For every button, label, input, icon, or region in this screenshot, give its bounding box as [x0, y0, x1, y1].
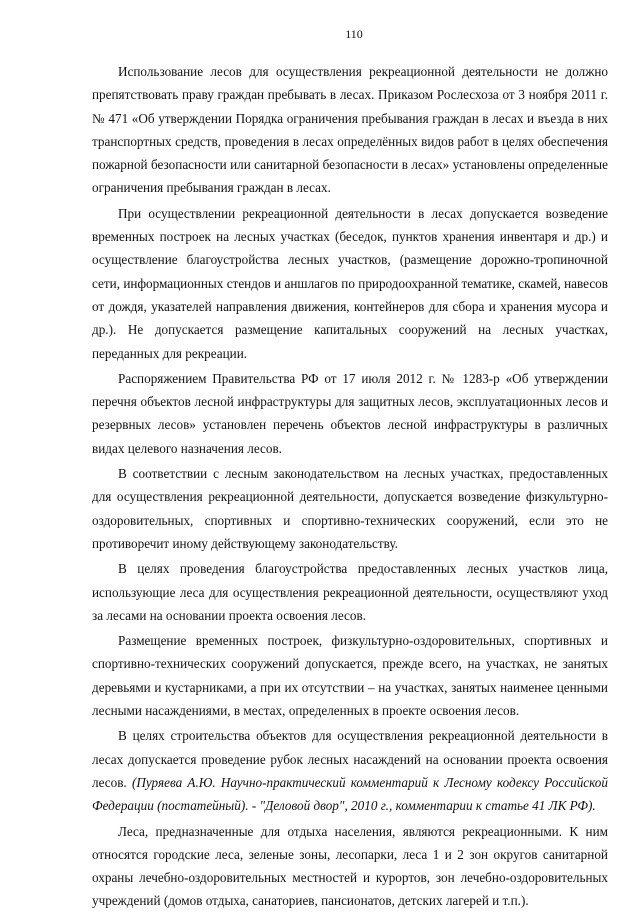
paragraph-8: Леса, предназначенные для отдыха населения, являются рекреационными. К ним относятся городские леса, зеленые зоны, лесопарки, леса 1 и 2 зон округов санитарной охраны лечебно-оздоровительных местностей и курортов, зон лечебно-оздоровительных учреждений (домов отдыха, санаториев, пансионатов, детских лагерей и т.п.).	[92, 823, 608, 909]
paragraph-3: Распоряжением Правительства РФ от 17 июля 2012 г. № 1283-р «Об утверждении перечня объектов лесной инфраструктуры для защитных лесов, эксплуатационных лесов и резервных лесов» установлен перечень объектов лесной инфраструктуры в различных видах целевого назначения лесов.	[92, 370, 608, 456]
paragraph-1: Использование лесов для осуществления рекреационной деятельности не должно препятствовать праву граждан пребывать в лесах. Приказом Рослесхоза от 3 ноября 2011 г. № 471 «Об утверждении Порядка ограничения пребывания граждан в лесах и въезда в них транспортных средств, проведения в лесах определённых видов работ в целях обеспечения пожарной безопасности или санитарной безопасности в лесах» установлены определенные ограничения пребывания граждан в лесах.	[92, 64, 608, 196]
paragraph-7	[92, 724, 608, 817]
paragraph-4: В соответствии с лесным законодательством на лесных участках, предоставленных для осуществления рекреационной деятельности, допускается возведение физкультурно-оздоровительных, спортивных и спортивно-технических сооружений, если это не противоречит иному действующему законодательству.	[92, 466, 608, 551]
page-number: 110	[345, 27, 363, 41]
paragraph-7-citation: (Пуряева А.Ю. Научно-практический комментарий к Лесному кодексу Российской Федерации (постатейный). - "Деловой двор", 2010 г., комментарии к статье 41 ЛК РФ).	[92, 774, 608, 814]
paragraph-5: В целях проведения благоустройства предоставленных лесных участков лица, использующие леса для осуществления рекреационной деятельности, осуществляют уход за лесами на основании проекта освоения лесов.	[92, 561, 608, 623]
paragraph-6: Размещение временных построек, физкультурно-оздоровительных, спортивных и спортивно-технических сооружений допускается, прежде всего, на участках, не занятых деревьями и кустарниками, а при их отсутствии – на участках, занятых наименее ценными лесными насаждениями, в местах, определенных в проекте освоения лесов.	[92, 633, 608, 719]
paragraph-7-text: В целях строительства объектов для осуществления рекреационной деятельности в лесах допускается проведение рубок лесных насаждений на основании проекта освоения лесов.	[92, 728, 608, 790]
paragraph-2: При осуществлении рекреационной деятельности в лесах допускается возведение временных построек на лесных участках (беседок, пунктов хранения инвентаря и др.) и осуществление благоустройства лесных участков, (размещение дорожно-тропиночной сети, информационных стендов и аншлагов по природоохранной тематике, скамей, навесов от дождя, указателей направления движения, контейнеров для сбора и хранения мусора и др.). Не допускается размещение капитальных сооружений на лесных участках, переданных для рекреации.	[92, 205, 608, 361]
